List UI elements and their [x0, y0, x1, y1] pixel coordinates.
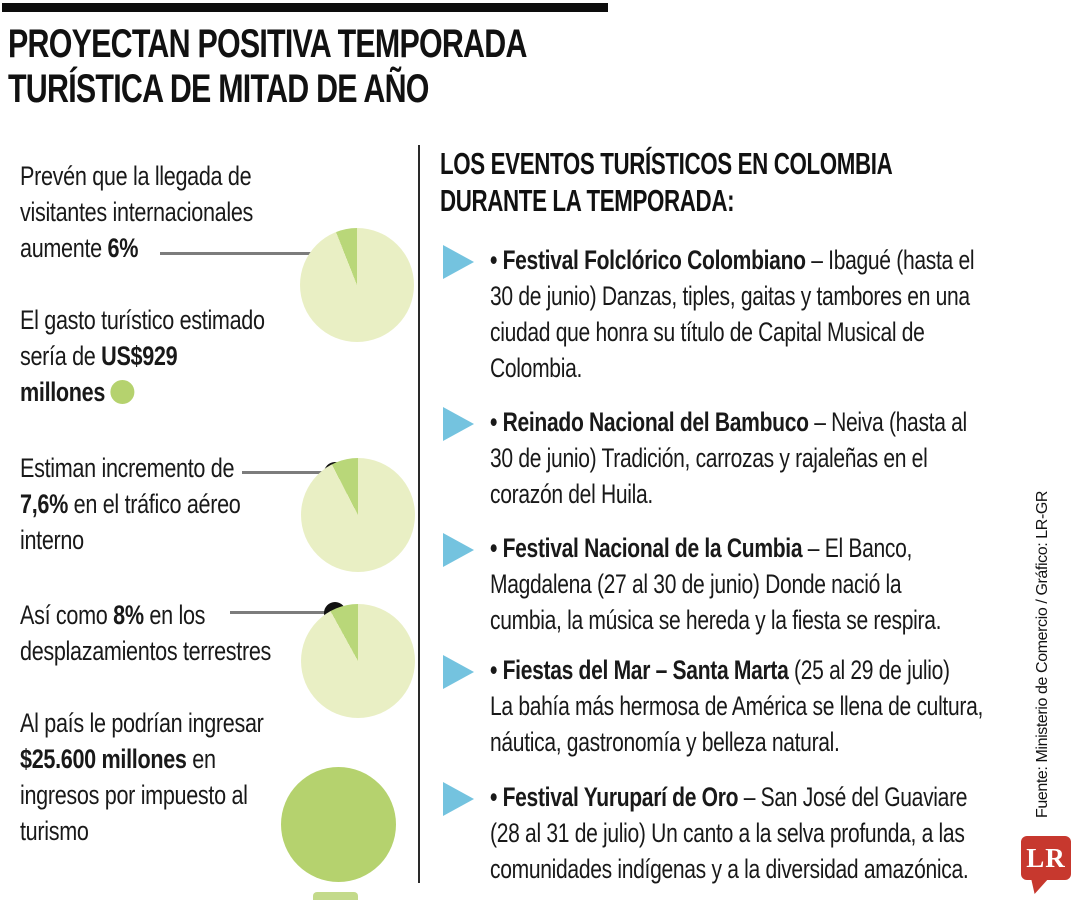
event-triangle-icon [443, 407, 474, 441]
pie-chart-visitors-6pct [300, 228, 414, 342]
event-item-fiestas-del-mar [443, 652, 1080, 760]
bottom-partial-shape [313, 892, 358, 900]
event-text: • Festival Yuruparí de Oro – San José del Guaviare (28 al 31 de julio) Un canto a la selva profunda, a las comunidades indígenas y a la diversidad amazónica. [490, 782, 969, 884]
stat-tax-revenue: Al país le podrían ingresar $25.600 millones en ingresos por impuesto al turismo [20, 708, 264, 846]
connector-line-3 [230, 611, 335, 614]
lr-logo-text: LR [1026, 842, 1066, 873]
event-triangle-icon [443, 782, 474, 816]
events-header [440, 145, 892, 219]
title-accent-bar [2, 3, 608, 12]
pie-chart-air-7-6pct [301, 458, 415, 572]
page-title [8, 22, 527, 112]
source-note: Fuente: Ministerio de Comercio / Gráfico: LR-GR [1034, 490, 1051, 818]
column-divider [418, 145, 420, 883]
solid-circle-tax-revenue [281, 767, 396, 882]
pie-chart-ground-8pct [301, 604, 415, 718]
event-item-festival-cumbia [443, 530, 1080, 638]
event-text: • Festival Nacional de la Cumbia – El Banco, Magdalena (27 al 30 de junio) Donde nació la cumbia, la música se hereda y la fiesta se respira. [490, 533, 942, 635]
stat-tourist-spending: El gasto turístico estimado sería de US$929 millones [20, 305, 265, 407]
event-text: • Festival Folclórico Colombiano – Ibagué (hasta el 30 de junio) Danzas, tiples, gaitas y tambores en una ciudad que honra su título de Capital Musical de Colombia. [490, 245, 975, 383]
event-item-reinado-bambuco [443, 404, 1080, 512]
events-header-line-1: LOS EVENTOS TURÍSTICOS EN COLOMBIA [440, 146, 893, 181]
event-text: • Fiestas del Mar – Santa Marta (25 al 29 de julio) La bahía más hermosa de América se llena de cultura, náutica, gastronomía y belleza natural. [490, 655, 984, 757]
event-triangle-icon [443, 655, 474, 689]
stat-air-traffic: Estiman incremento de 7,6% en el tráfico aéreo interno [20, 453, 241, 555]
green-dot-icon [111, 380, 135, 404]
event-item-festival-folclorico [443, 242, 1080, 386]
page-title-line-1: PROYECTAN POSITIVA TEMPORADA [8, 22, 527, 66]
event-triangle-icon [443, 533, 474, 567]
connector-line-1 [160, 252, 332, 255]
lr-logo [1021, 836, 1071, 880]
event-item-festival-yurupari [443, 779, 1080, 887]
event-text: • Reinado Nacional del Bambuco – Neiva (hasta al 30 de junio) Tradición, carrozas y rajaleñas en el corazón del Huila. [490, 407, 967, 509]
stat-ground-travel: Así como 8% en los desplazamientos terrestres [20, 600, 271, 666]
page-title-line-2: TURÍSTICA DE MITAD DE AÑO [8, 67, 429, 111]
events-header-line-2: DURANTE LA TEMPORADA: [440, 183, 735, 218]
event-triangle-icon [443, 245, 474, 279]
stat-international-visitors: Prevén que la llegada de visitantes internacionales aumente 6% [20, 161, 254, 263]
